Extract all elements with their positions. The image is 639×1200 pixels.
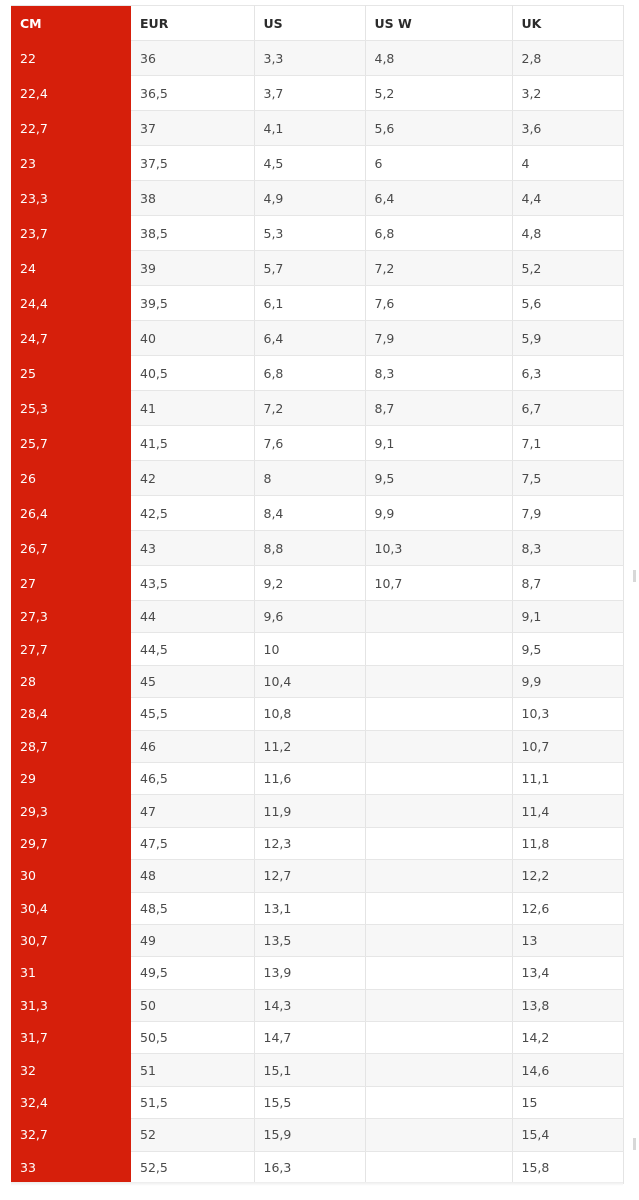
cell-us-w: 8,7: [365, 391, 512, 426]
cell-us-w: 4,8: [365, 41, 512, 76]
cell-eur: 44,5: [131, 633, 254, 665]
cell-uk: 2,8: [512, 41, 623, 76]
cell-eur: 46: [131, 730, 254, 762]
size-table-container: [11, 5, 623, 1184]
cell-us: 8,8: [254, 531, 365, 566]
cell-uk: 4,8: [512, 216, 623, 251]
cell-us: 12,3: [254, 827, 365, 859]
cell-uk: 11,8: [512, 827, 623, 859]
cell-cm: 26,4: [11, 496, 131, 531]
table-row: [11, 892, 623, 924]
cell-us: 9,2: [254, 566, 365, 601]
cell-uk: 12,2: [512, 860, 623, 892]
cell-cm: 25,7: [11, 426, 131, 461]
cell-eur: 44: [131, 601, 254, 633]
cell-us: 14,7: [254, 1022, 365, 1054]
cell-us: 6,1: [254, 286, 365, 321]
cell-uk: 8,3: [512, 531, 623, 566]
table-row: [11, 391, 623, 426]
cell-us-w: 5,6: [365, 111, 512, 146]
cell-cm: 32,4: [11, 1086, 131, 1118]
cell-us-w: [365, 1151, 512, 1183]
cell-us: 13,9: [254, 957, 365, 989]
cell-cm: 29: [11, 762, 131, 794]
cell-us-w: 8,3: [365, 356, 512, 391]
cell-eur: 50,5: [131, 1022, 254, 1054]
cell-eur: 41: [131, 391, 254, 426]
table-bottom-shadow: [11, 1182, 623, 1186]
table-row: [11, 633, 623, 665]
cell-eur: 41,5: [131, 426, 254, 461]
header-eur: EUR: [131, 6, 254, 41]
cell-us-w: [365, 795, 512, 827]
cell-us-w: [365, 989, 512, 1021]
cell-us: 15,1: [254, 1054, 365, 1086]
cell-cm: 24: [11, 251, 131, 286]
cell-cm: 24,4: [11, 286, 131, 321]
scroll-edge-mark: [633, 1138, 636, 1150]
cell-cm: 28: [11, 665, 131, 697]
cell-us: 10,4: [254, 665, 365, 697]
cell-eur: 37,5: [131, 146, 254, 181]
cell-cm: 22: [11, 41, 131, 76]
cell-us: 10: [254, 633, 365, 665]
cell-eur: 45,5: [131, 698, 254, 730]
cell-eur: 42: [131, 461, 254, 496]
cell-eur: 43,5: [131, 566, 254, 601]
cell-us-w: [365, 633, 512, 665]
cell-uk: 12,6: [512, 892, 623, 924]
cell-eur: 50: [131, 989, 254, 1021]
cell-eur: 39,5: [131, 286, 254, 321]
table-row: [11, 111, 623, 146]
table-row: [11, 461, 623, 496]
cell-us-w: [365, 601, 512, 633]
table-row: [11, 827, 623, 859]
cell-us: 7,6: [254, 426, 365, 461]
cell-us-w: 5,2: [365, 76, 512, 111]
cell-us: 11,9: [254, 795, 365, 827]
cell-us: 13,5: [254, 924, 365, 956]
cell-us: 3,3: [254, 41, 365, 76]
cell-us-w: [365, 924, 512, 956]
cell-uk: 9,1: [512, 601, 623, 633]
cell-cm: 22,7: [11, 111, 131, 146]
table-row: [11, 216, 623, 251]
cell-us: 15,9: [254, 1119, 365, 1151]
cell-cm: 31: [11, 957, 131, 989]
cell-eur: 49,5: [131, 957, 254, 989]
cell-uk: 9,5: [512, 633, 623, 665]
table-row: [11, 1022, 623, 1054]
cell-uk: 3,6: [512, 111, 623, 146]
table-row: [11, 730, 623, 762]
cell-us: 4,1: [254, 111, 365, 146]
cell-eur: 51: [131, 1054, 254, 1086]
cell-eur: 36,5: [131, 76, 254, 111]
cell-us: 4,5: [254, 146, 365, 181]
table-row: [11, 665, 623, 697]
cell-uk: 13: [512, 924, 623, 956]
cell-cm: 33: [11, 1151, 131, 1183]
cell-us: 16,3: [254, 1151, 365, 1183]
table-row: [11, 860, 623, 892]
table-row: [11, 1119, 623, 1151]
cell-us: 5,7: [254, 251, 365, 286]
cell-eur: 52,5: [131, 1151, 254, 1183]
cell-uk: 10,3: [512, 698, 623, 730]
cell-us-w: 6,4: [365, 181, 512, 216]
cell-cm: 26,7: [11, 531, 131, 566]
cell-eur: 45: [131, 665, 254, 697]
cell-uk: 8,7: [512, 566, 623, 601]
cell-us: 7,2: [254, 391, 365, 426]
cell-us-w: [365, 698, 512, 730]
cell-uk: 10,7: [512, 730, 623, 762]
table-row: [11, 601, 623, 633]
cell-cm: 24,7: [11, 321, 131, 356]
cell-uk: 6,7: [512, 391, 623, 426]
table-row: [11, 321, 623, 356]
cell-us-w: 9,5: [365, 461, 512, 496]
cell-us-w: [365, 665, 512, 697]
cell-uk: 13,4: [512, 957, 623, 989]
table-row: [11, 698, 623, 730]
cell-eur: 48,5: [131, 892, 254, 924]
table-row: [11, 41, 623, 76]
table-row: [11, 76, 623, 111]
cell-eur: 39: [131, 251, 254, 286]
cell-us: 3,7: [254, 76, 365, 111]
cell-eur: 48: [131, 860, 254, 892]
scroll-edge-mark: [633, 570, 636, 582]
cell-uk: 14,6: [512, 1054, 623, 1086]
cell-uk: 4: [512, 146, 623, 181]
cell-us-w: [365, 1022, 512, 1054]
cell-cm: 32,7: [11, 1119, 131, 1151]
cell-uk: 13,8: [512, 989, 623, 1021]
cell-cm: 32: [11, 1054, 131, 1086]
cell-us-w: 10,7: [365, 566, 512, 601]
cell-us-w: 7,6: [365, 286, 512, 321]
cell-uk: 3,2: [512, 76, 623, 111]
cell-eur: 51,5: [131, 1086, 254, 1118]
cell-us-w: [365, 957, 512, 989]
cell-cm: 30,7: [11, 924, 131, 956]
cell-us: 9,6: [254, 601, 365, 633]
cell-uk: 14,2: [512, 1022, 623, 1054]
header-cm: CM: [11, 6, 131, 41]
cell-uk: 15: [512, 1086, 623, 1118]
table-row: [11, 181, 623, 216]
cell-us-w: [365, 892, 512, 924]
table-row: [11, 762, 623, 794]
cell-us-w: 6,8: [365, 216, 512, 251]
cell-cm: 30,4: [11, 892, 131, 924]
cell-us: 15,5: [254, 1086, 365, 1118]
cell-eur: 38: [131, 181, 254, 216]
cell-us: 6,8: [254, 356, 365, 391]
cell-us-w: 7,2: [365, 251, 512, 286]
cell-uk: 5,6: [512, 286, 623, 321]
cell-eur: 42,5: [131, 496, 254, 531]
cell-uk: 5,9: [512, 321, 623, 356]
table-row: [11, 531, 623, 566]
cell-us-w: [365, 1054, 512, 1086]
cell-us-w: [365, 860, 512, 892]
cell-us: 14,3: [254, 989, 365, 1021]
cell-us: 6,4: [254, 321, 365, 356]
cell-eur: 40: [131, 321, 254, 356]
size-table-header: [11, 6, 623, 41]
cell-us: 4,9: [254, 181, 365, 216]
table-row: [11, 286, 623, 321]
cell-eur: 43: [131, 531, 254, 566]
cell-uk: 15,4: [512, 1119, 623, 1151]
cell-us-w: 9,1: [365, 426, 512, 461]
cell-us: 5,3: [254, 216, 365, 251]
cell-uk: 7,5: [512, 461, 623, 496]
cell-uk: 11,1: [512, 762, 623, 794]
cell-us-w: 10,3: [365, 531, 512, 566]
cell-cm: 31,3: [11, 989, 131, 1021]
table-row: [11, 356, 623, 391]
cell-cm: 23,7: [11, 216, 131, 251]
cell-eur: 47,5: [131, 827, 254, 859]
cell-uk: 11,4: [512, 795, 623, 827]
cell-us: 8,4: [254, 496, 365, 531]
cell-uk: 4,4: [512, 181, 623, 216]
cell-us-w: 7,9: [365, 321, 512, 356]
table-row: [11, 924, 623, 956]
table-row: [11, 795, 623, 827]
cell-cm: 22,4: [11, 76, 131, 111]
cell-eur: 37: [131, 111, 254, 146]
cell-us: 11,6: [254, 762, 365, 794]
cell-cm: 28,4: [11, 698, 131, 730]
cell-eur: 38,5: [131, 216, 254, 251]
table-row: [11, 1054, 623, 1086]
cell-cm: 23: [11, 146, 131, 181]
cell-cm: 23,3: [11, 181, 131, 216]
cell-us-w: 6: [365, 146, 512, 181]
table-row: [11, 989, 623, 1021]
cell-cm: 27: [11, 566, 131, 601]
cell-cm: 26: [11, 461, 131, 496]
cell-uk: 9,9: [512, 665, 623, 697]
cell-us-w: 9,9: [365, 496, 512, 531]
cell-us-w: [365, 762, 512, 794]
table-row: [11, 1086, 623, 1118]
cell-uk: 6,3: [512, 356, 623, 391]
cell-cm: 25: [11, 356, 131, 391]
cell-us-w: [365, 730, 512, 762]
cell-uk: 15,8: [512, 1151, 623, 1183]
header-us-w: US W: [365, 6, 512, 41]
cell-uk: 7,1: [512, 426, 623, 461]
header-uk: UK: [512, 6, 623, 41]
table-row: [11, 957, 623, 989]
cell-eur: 46,5: [131, 762, 254, 794]
cell-eur: 49: [131, 924, 254, 956]
cell-us-w: [365, 827, 512, 859]
table-row: [11, 251, 623, 286]
cell-cm: 28,7: [11, 730, 131, 762]
cell-us-w: [365, 1086, 512, 1118]
cell-cm: 31,7: [11, 1022, 131, 1054]
cell-us: 11,2: [254, 730, 365, 762]
cell-cm: 29,7: [11, 827, 131, 859]
cell-us: 8: [254, 461, 365, 496]
cell-uk: 5,2: [512, 251, 623, 286]
cell-eur: 36: [131, 41, 254, 76]
cell-eur: 47: [131, 795, 254, 827]
cell-cm: 27,7: [11, 633, 131, 665]
table-row: [11, 426, 623, 461]
size-table: [11, 5, 624, 1184]
cell-uk: 7,9: [512, 496, 623, 531]
cell-cm: 30: [11, 860, 131, 892]
table-row: [11, 146, 623, 181]
cell-us: 10,8: [254, 698, 365, 730]
table-row: [11, 1151, 623, 1183]
table-row: [11, 496, 623, 531]
cell-us-w: [365, 1119, 512, 1151]
cell-eur: 52: [131, 1119, 254, 1151]
cell-cm: 25,3: [11, 391, 131, 426]
cell-eur: 40,5: [131, 356, 254, 391]
header-us: US: [254, 6, 365, 41]
size-table-body: [11, 41, 623, 1184]
cell-us: 13,1: [254, 892, 365, 924]
cell-cm: 29,3: [11, 795, 131, 827]
cell-cm: 27,3: [11, 601, 131, 633]
header-row: [11, 6, 623, 41]
table-row: [11, 566, 623, 601]
cell-us: 12,7: [254, 860, 365, 892]
